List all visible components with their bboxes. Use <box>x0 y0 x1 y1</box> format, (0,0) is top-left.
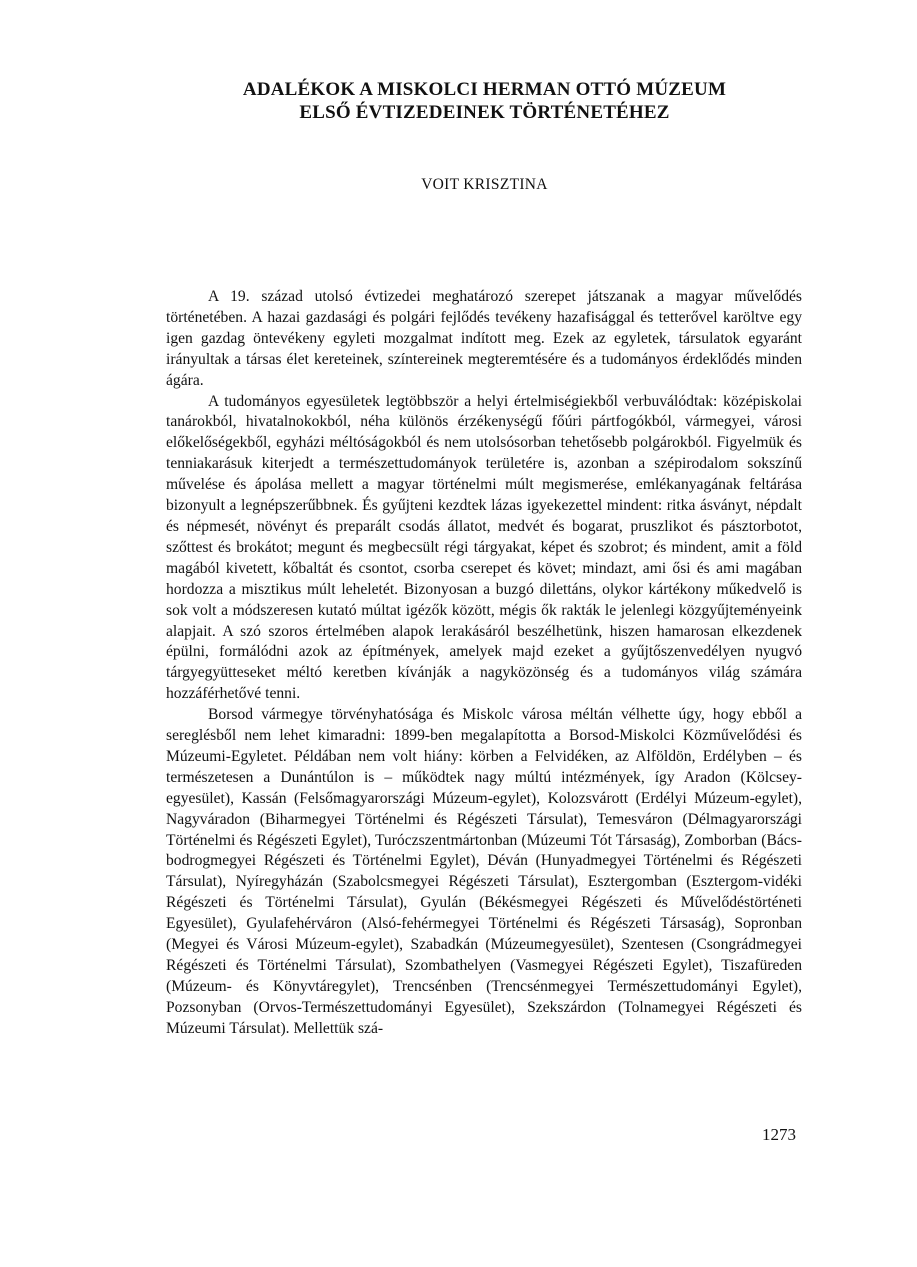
paragraph-2: A tudományos egyesületek legtöbbször a helyi értelmiségiekből verbuválódtak: középiskolai tanárokból, hivatalnokokból, néha különös érzékenységű főúri pártfogókból, vármegyei, városi előkelőségekből, egyházi méltóságokból és nem utolsósorban tehetősebb polgárokból. Figyelmük és tenniakarásuk kiterjedt a természettudományok területére is, azonban a szépirodalom sokszínű művelése és ápolása mellett a magyar történelmi múlt megismerése, emlékanyagának feltárása bizonyult a legnépszerűbbnek. És gyűjteni kezdtek lázas igyekezettel mindent: ritka ásványt, népdalt és népmesét, növényt és preparált csodás állatot, medvét és bogarat, pruszlikot és pásztorbotot, szőttest és brokátot; megunt és megbecsült régi tárgyakat, képet és szobrot; és mindent, amit a föld magából kivetett, kőbaltát és csontot, csorba cserepet és követ; mindazt, ami ősi és ami magában hordozza a misztikus múlt leheletét. Bizonyosan a buzgó dilettáns, olykor kártékony műkedvelő is sok volt a módszeresen kutató múltat igézők között, mégis ők rakták le jelenlegi közgyűjteményeink alapjait. A szó szoros értelmében alapok lerakásáról beszélhetünk, hiszen hamarosan elkezdenek épülni, formálódni azok az építmények, amelyek majd ezeket a gyűjtőszenvedélyen nyugvó tárgyegyütteseket méltó keretben kívánják a nagyközönség és a tudományos világ számára hozzáférhetővé tenni. <box>166 392 802 703</box>
title-line-2: ELSŐ ÉVTIZEDEINEK TÖRTÉNETÉHEZ <box>299 102 670 123</box>
article-body <box>166 287 802 1040</box>
article-title <box>0 78 917 124</box>
title-line-1: ADALÉKOK A MISKOLCI HERMAN OTTÓ MÚZEUM <box>242 79 727 100</box>
paragraph-3: Borsod vármegye törvényhatósága és Miskolc városa méltán vélhette úgy, hogy ebből a sereglésből nem lehet kimaradni: 1899-ben megalapította a Borsod-Miskolci Közművelődési és Múzeumi-Egyletet. Példában nem volt hiány: körben a Felvidéken, az Alföldön, Erdélyben – és természetesen a Dunántúlon is – működtek nagy múltú intézmények, így Aradon (Kölcsey-egyesület), Kassán (Felsőmagyarországi Múzeum-egylet), Kolozsvárott (Erdélyi Múzeum-egylet), Nagyváradon (Biharmegyei Történelmi és Régészeti Társulat), Temesváron (Délmagyarországi Történelmi és Régészeti Egylet), Turóczszentmártonban (Múzeumi Tót Társaság), Zomborban (Bács-bodrogmegyei Régészeti és Történelmi Egylet), Déván (Hunyadmegyei Történelmi és Régészeti Társulat), Nyíregyházán (Szabolcsmegyei Régészeti Társulat), Esztergomban (Esztergom-vidéki Régészeti és Történelmi Társulat), Gyulán (Békésmegyei Régészeti és Művelődéstörténeti Egyesület), Gyulafehérváron (Alsó-fehérmegyei Történelmi és Régészeti Társaság), Sopronban (Megyei és Városi Múzeum-egylet), Szabadkán (Múzeumegyesület), Szentesen (Csongrádmegyei Régészeti és Történelmi Társulat), Szombathelyen (Vasmegyei Régészeti Egylet), Tiszafüreden (Múzeum- és Könyvtáregylet), Trencsénben (Trencsénmegyei Természettudományi Egylet), Pozsonyban (Orvos-Természettudományi Egyesület), Szekszárdon (Tolnamegyei Régészeti és Múzeumi Társulat). Mellettük szá- <box>166 706 802 1037</box>
paragraph-1: A 19. század utolsó évtizedei meghatározó szerepet játszanak a magyar művelődés történetében. A hazai gazdasági és polgári fejlődés tevékeny hazafisággal és tetterővel karöltve egy igen gazdag öntevékeny egyleti mozgalmat indított meg. Ezek az egyletek, társulatok egyaránt irányultak a társas élet kereteinek, színtereinek megteremtésére és a tudományos érdeklődés minden ágára. <box>166 288 802 389</box>
author-name: VOIT KRISZTINA <box>421 176 548 193</box>
page-number: 1273 <box>762 1125 796 1144</box>
